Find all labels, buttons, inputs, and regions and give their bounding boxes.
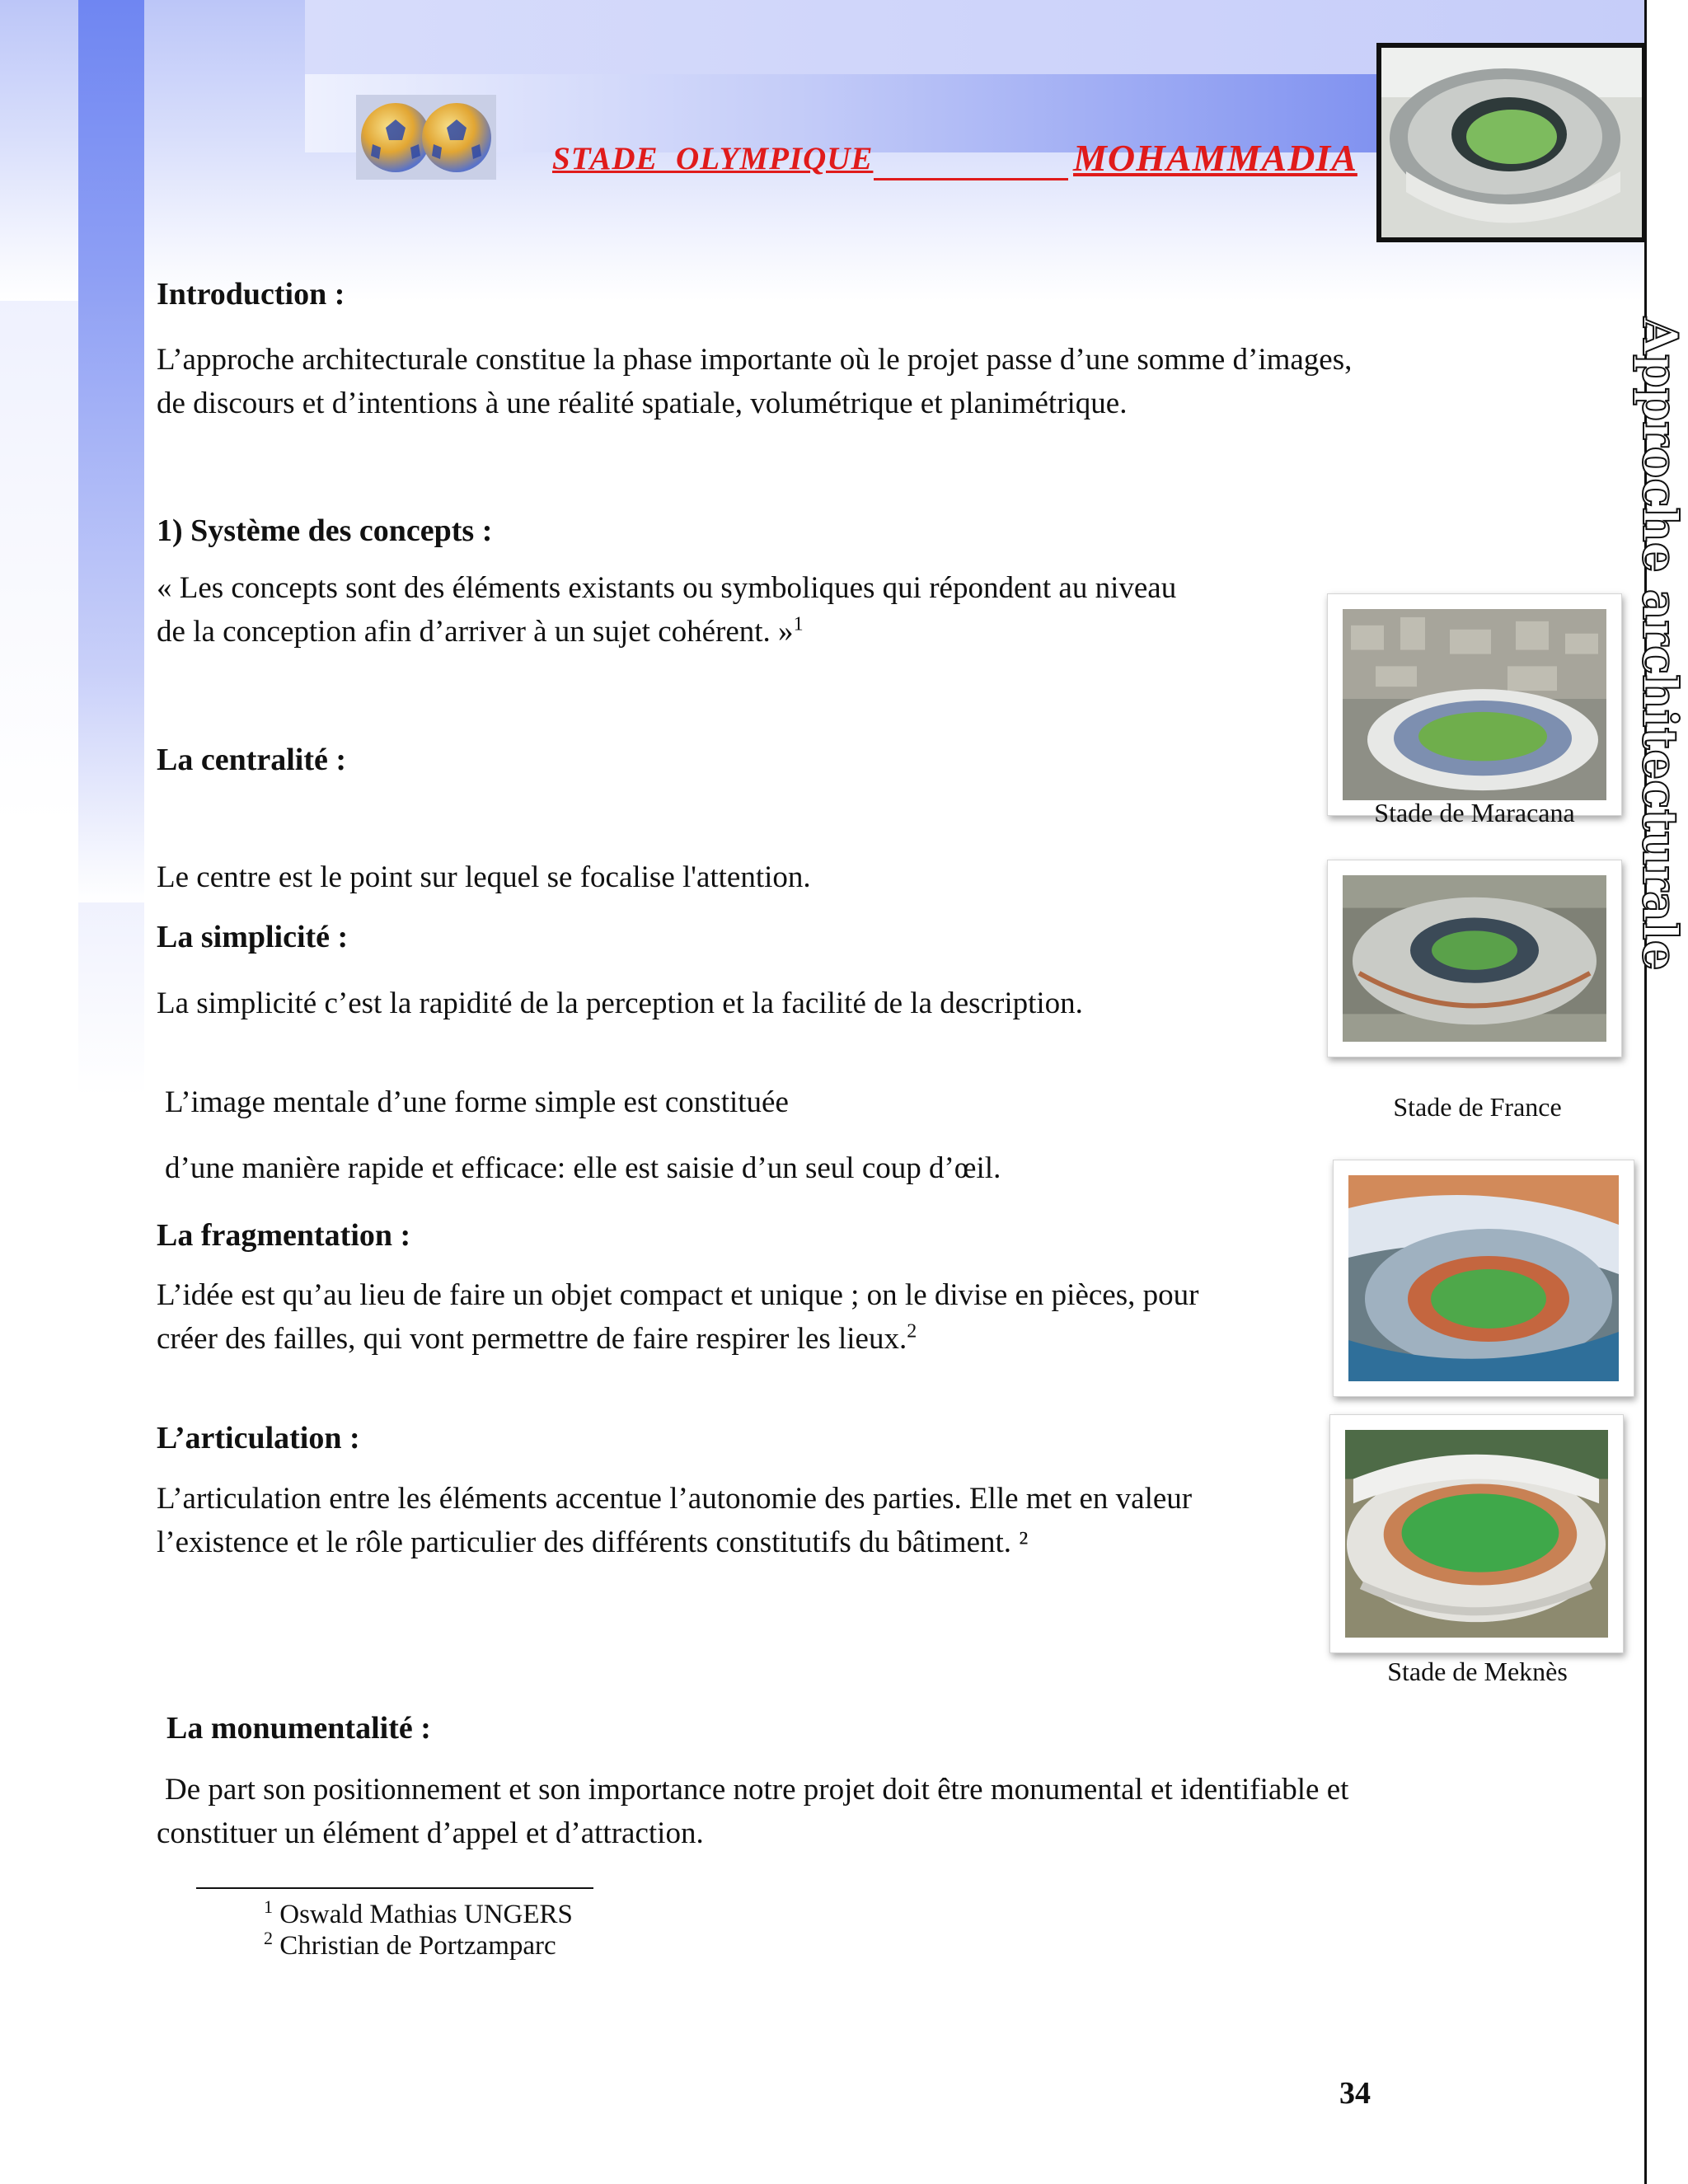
page-number: 34 xyxy=(1339,2076,1371,2111)
caption-stade-de-france: Stade de France xyxy=(1393,1092,1562,1122)
articulation-line-2: l’existence et le rôle particulier des différents constitutifs du bâtiment. ² xyxy=(157,1526,1029,1559)
photo-maracana xyxy=(1327,593,1622,816)
caption-meknes: Stade de Meknès xyxy=(1387,1657,1568,1686)
monumentalite-line-2: constituer un élément d’appel et d’attraction. xyxy=(157,1816,704,1850)
simplicite-heading: La simplicité : xyxy=(157,920,349,954)
footnote-1: $^1$ Oswald Mathias UNGERS xyxy=(264,1896,573,1929)
caption-maracana: Stade de Maracana xyxy=(1374,798,1575,827)
image-mentale-line-2: d’une manière rapide et efficace: elle est saisie d’un seul coup d’œil. xyxy=(165,1151,1001,1185)
intro-line-1: L’approche architecturale constitue la phase importante où le projet passe d’une somme d’images, xyxy=(157,343,1353,377)
footnote-ref-1: 1 xyxy=(793,613,804,635)
centralite-heading: La centralité : xyxy=(157,743,347,777)
side-vertical-title: Approche architecturale xyxy=(1632,317,1688,971)
centralite-text: Le centre est le point sur lequel se focalise l'attention. xyxy=(157,860,811,894)
articulation-line-1: L’articulation entre les éléments accentue l’autonomie des parties. Elle met en valeur xyxy=(157,1482,1193,1516)
header-title-left: STADE OLYMPIQUE xyxy=(552,141,874,176)
footnote-ref-2: 2 xyxy=(907,1320,917,1343)
monumentalite-line-1: De part son positionnement et son importance notre projet doit être monumental et identifiable et xyxy=(165,1773,1349,1807)
left-strip-lower-decoration xyxy=(78,326,144,902)
intro-line-2: de discours et d’intentions à une réalité spatiale, volumétrique et planimétrique. xyxy=(157,387,1128,420)
footnote-2: $^2$ Christian de Portzamparc xyxy=(264,1928,556,1961)
fragmentation-line-1: L’idée est qu’au lieu de faire un objet compact et unique ; on le divise en pièces, pour xyxy=(157,1278,1199,1312)
photo-stade-de-france xyxy=(1327,860,1622,1057)
articulation-heading: L’articulation : xyxy=(157,1421,360,1455)
header-title-right: MOHAMMADIA xyxy=(1073,137,1357,179)
photo-meknes xyxy=(1329,1414,1624,1653)
concepts-heading: 1) Système des concepts : xyxy=(157,513,493,548)
concepts-line-2: de la conception afin d’arriver à un sujet cohérent. »$^1$ xyxy=(157,613,804,649)
simplicite-text: La simplicité c’est la rapidité de la perception et la facilité de la description. xyxy=(157,987,1083,1020)
football-logo-icon xyxy=(356,95,496,180)
fragmentation-line-2: créer des failles, qui vont permettre de faire respirer les lieux.$^2$ xyxy=(157,1320,917,1356)
photo-stadium-3 xyxy=(1333,1160,1634,1397)
image-mentale-line-1: L’image mentale d’une forme simple est constituée xyxy=(165,1085,789,1119)
fragmentation-heading: La fragmentation : xyxy=(157,1218,411,1253)
footnote-separator xyxy=(196,1887,593,1889)
intro-heading: Introduction : xyxy=(157,277,345,312)
header-title-underline xyxy=(874,178,1068,180)
concepts-line-1: « Les concepts sont des éléments existants ou symboliques qui répondent au niveau xyxy=(157,571,1177,605)
monumentalite-heading: La monumentalité : xyxy=(166,1711,431,1746)
header-stadium-photo xyxy=(1376,43,1647,242)
